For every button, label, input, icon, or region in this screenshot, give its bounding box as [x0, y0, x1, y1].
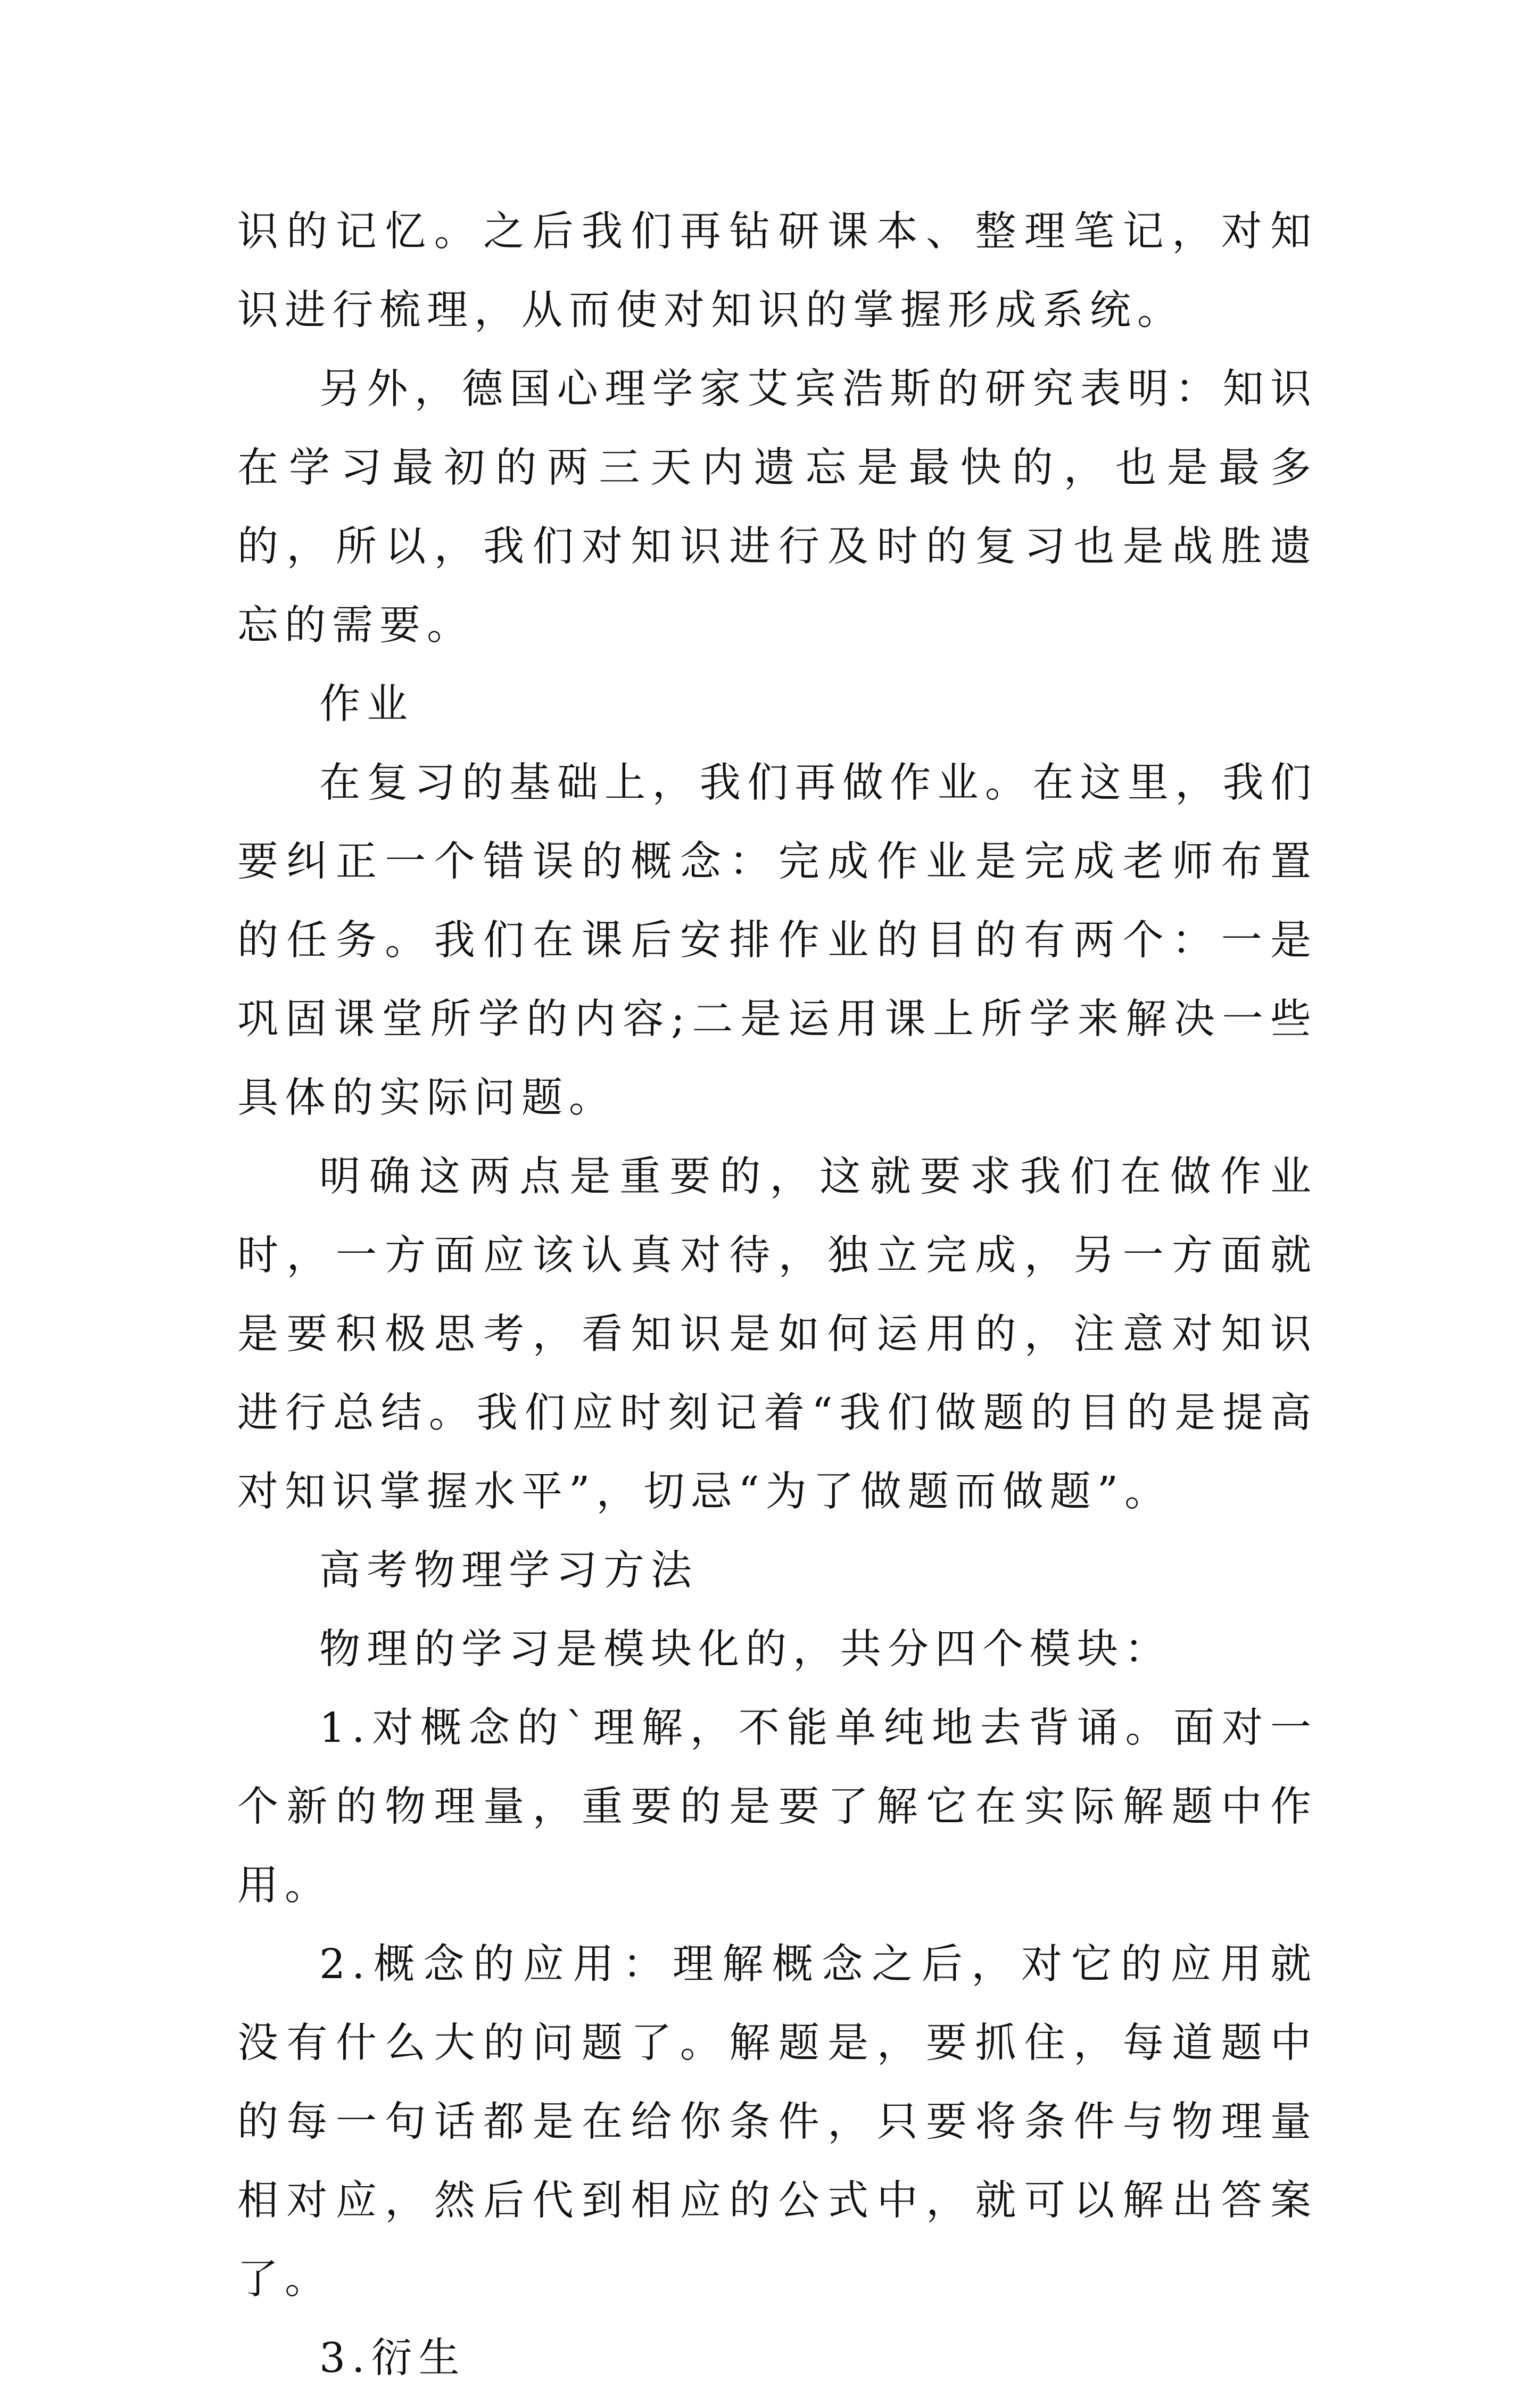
paragraph-3: 在复习的基础上，我们再做作业。在这里，我们要纠正一个错误的概念：完成作业是完成老师布置的任务。我们在课后安排作业的目的有两个：一是巩固课堂所学的内容;二是运用课上所学来解决一些具体的实际问题。	[237, 759, 1318, 1122]
document-body	[237, 193, 1318, 2398]
paragraph-5: 物理的学习是模块化的，共分四个模块：	[319, 1626, 1172, 1673]
section-heading-physics-methods: 高考物理学习方法	[319, 1547, 698, 1594]
paragraph-2: 另外，德国心理学家艾宾浩斯的研究表明：知识在学习最初的两三天内遗忘是最快的，也是最多的，所以，我们对知识进行及时的复习也是战胜遗忘的需要。	[237, 366, 1318, 649]
section-heading-homework: 作业	[319, 681, 414, 728]
list-item-1: 1.对概念的`理解，不能单纯地去背诵。面对一个新的物理量，重要的是要了解它在实际解题中作用。	[237, 1705, 1318, 1909]
paragraph-4: 明确这两点是重要的，这就要求我们在做作业时，一方面应该认真对待，独立完成，另一方面就是要积极思考，看知识是如何运用的，注意对知识进行总结。我们应时刻记着“我们做题的目的是提高对知识掌握水平”，切忌“为了做题而做题”。	[237, 1153, 1318, 1516]
paragraph-1: 识的记忆。之后我们再钻研课本、整理笔记，对知识进行梳理，从而使对知识的掌握形成系统。	[237, 208, 1318, 334]
list-item-2: 2.概念的应用：理解概念之后，对它的应用就没有什么大的问题了。解题是，要抓住，每道题中的每一句话都是在给你条件，只要将条件与物理量相对应，然后代到相应的公式中，就可以解出答案了。	[237, 1941, 1318, 2303]
list-item-3: 3.衍生	[319, 2335, 466, 2382]
